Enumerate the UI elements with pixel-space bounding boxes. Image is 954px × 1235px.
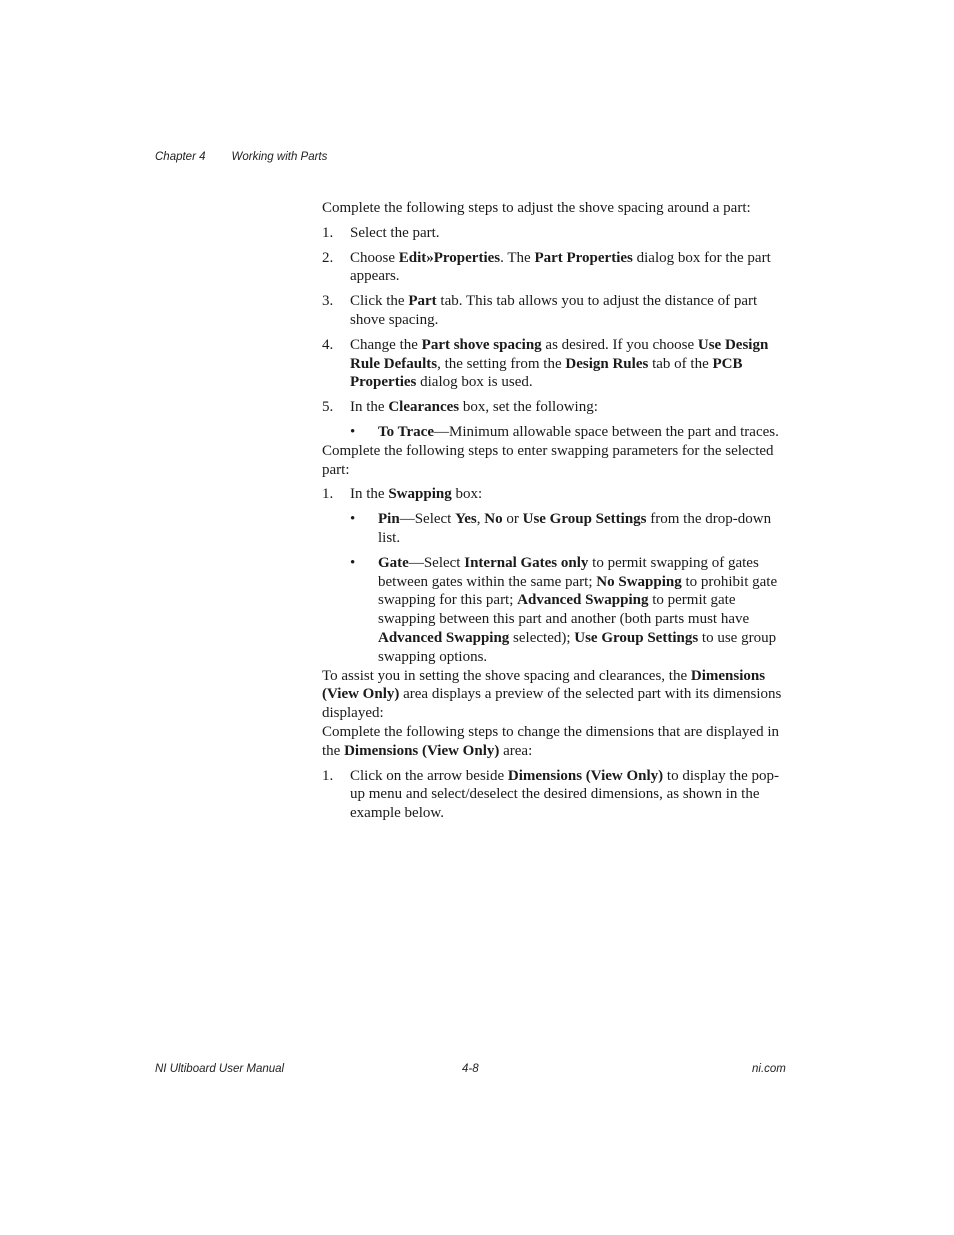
- dimensions-paragraph: To assist you in setting the shove spacing and clearances, the Dimensions (View Only) area displays a preview of the selected part with its dimensions displayed:: [322, 667, 782, 722]
- step-text: In the Swapping box:: [350, 486, 483, 503]
- dimensions-intro: Complete the following steps to change the dimensions that are displayed in the Dimensions (View Only) area:: [322, 723, 779, 759]
- step-number: 3.: [322, 293, 334, 310]
- step-text: Click the Part tab. This tab allows you to adjust the distance of part shove spacing.: [350, 293, 758, 328]
- to-trace-bullet: [350, 423, 786, 442]
- running-header: [155, 151, 327, 163]
- footer-site-link[interactable]: ni.com: [752, 1063, 786, 1075]
- step-text: Click on the arrow beside Dimensions (View Only) to display the pop-up menu and select/deselect the desired dimensions, as shown in the example below.: [350, 767, 779, 822]
- bullet-text: Gate—Select Internal Gates only to permit swapping of gates between gates within the same part; No Swapping to prohibit gate swapping for this part; Advanced Swapping to permit gate swapping between this part and another (both parts must have Advanced Swapping selected); Use Group Settings to use group swapping options.: [378, 554, 778, 665]
- header-chapter: Chapter 4: [155, 151, 206, 163]
- step-number: 1.: [322, 767, 334, 784]
- shove-step-4: [322, 336, 786, 392]
- step-text: Select the part.: [350, 224, 440, 241]
- page-body: [322, 199, 786, 823]
- step-number: 2.: [322, 249, 334, 266]
- bullet-icon: •: [350, 423, 356, 440]
- gate-bullet: [350, 554, 786, 667]
- pin-bullet: [350, 510, 786, 548]
- bullet-icon: •: [350, 554, 356, 571]
- dimensions-step-1: [322, 767, 786, 823]
- footer-manual-title: NI Ultiboard User Manual: [155, 1063, 285, 1075]
- shove-step-2: [322, 249, 786, 287]
- step-number: 1.: [322, 486, 334, 503]
- step-number: 4.: [322, 336, 334, 353]
- swapping-intro: Complete the following steps to enter swapping parameters for the selected part:: [322, 442, 774, 478]
- shove-intro: Complete the following steps to adjust the shove spacing around a part:: [322, 200, 751, 216]
- swapping-step-1: [322, 485, 786, 504]
- step-text: Choose Edit»Properties. The Part Properties dialog box for the part appears.: [350, 249, 771, 285]
- shove-step-3: [322, 292, 786, 330]
- header-title: Working with Parts: [231, 151, 328, 163]
- step-number: 1.: [322, 224, 334, 241]
- bullet-icon: •: [350, 511, 356, 528]
- bullet-text: To Trace—Minimum allowable space between the part and traces.: [378, 423, 779, 440]
- step-number: 5.: [322, 399, 334, 416]
- footer-page-number: 4-8: [462, 1063, 479, 1075]
- step-text: In the Clearances box, set the following:: [350, 399, 598, 416]
- shove-step-1: [322, 224, 786, 243]
- step-text: Change the Part shove spacing as desired. If you choose Use Design Rule Defaults, the setting from the Design Rules tab of the PCB Properties dialog box is used.: [350, 336, 769, 391]
- bullet-text: Pin—Select Yes, No or Use Group Settings from the drop-down list.: [378, 511, 772, 546]
- shove-step-5: [322, 398, 786, 417]
